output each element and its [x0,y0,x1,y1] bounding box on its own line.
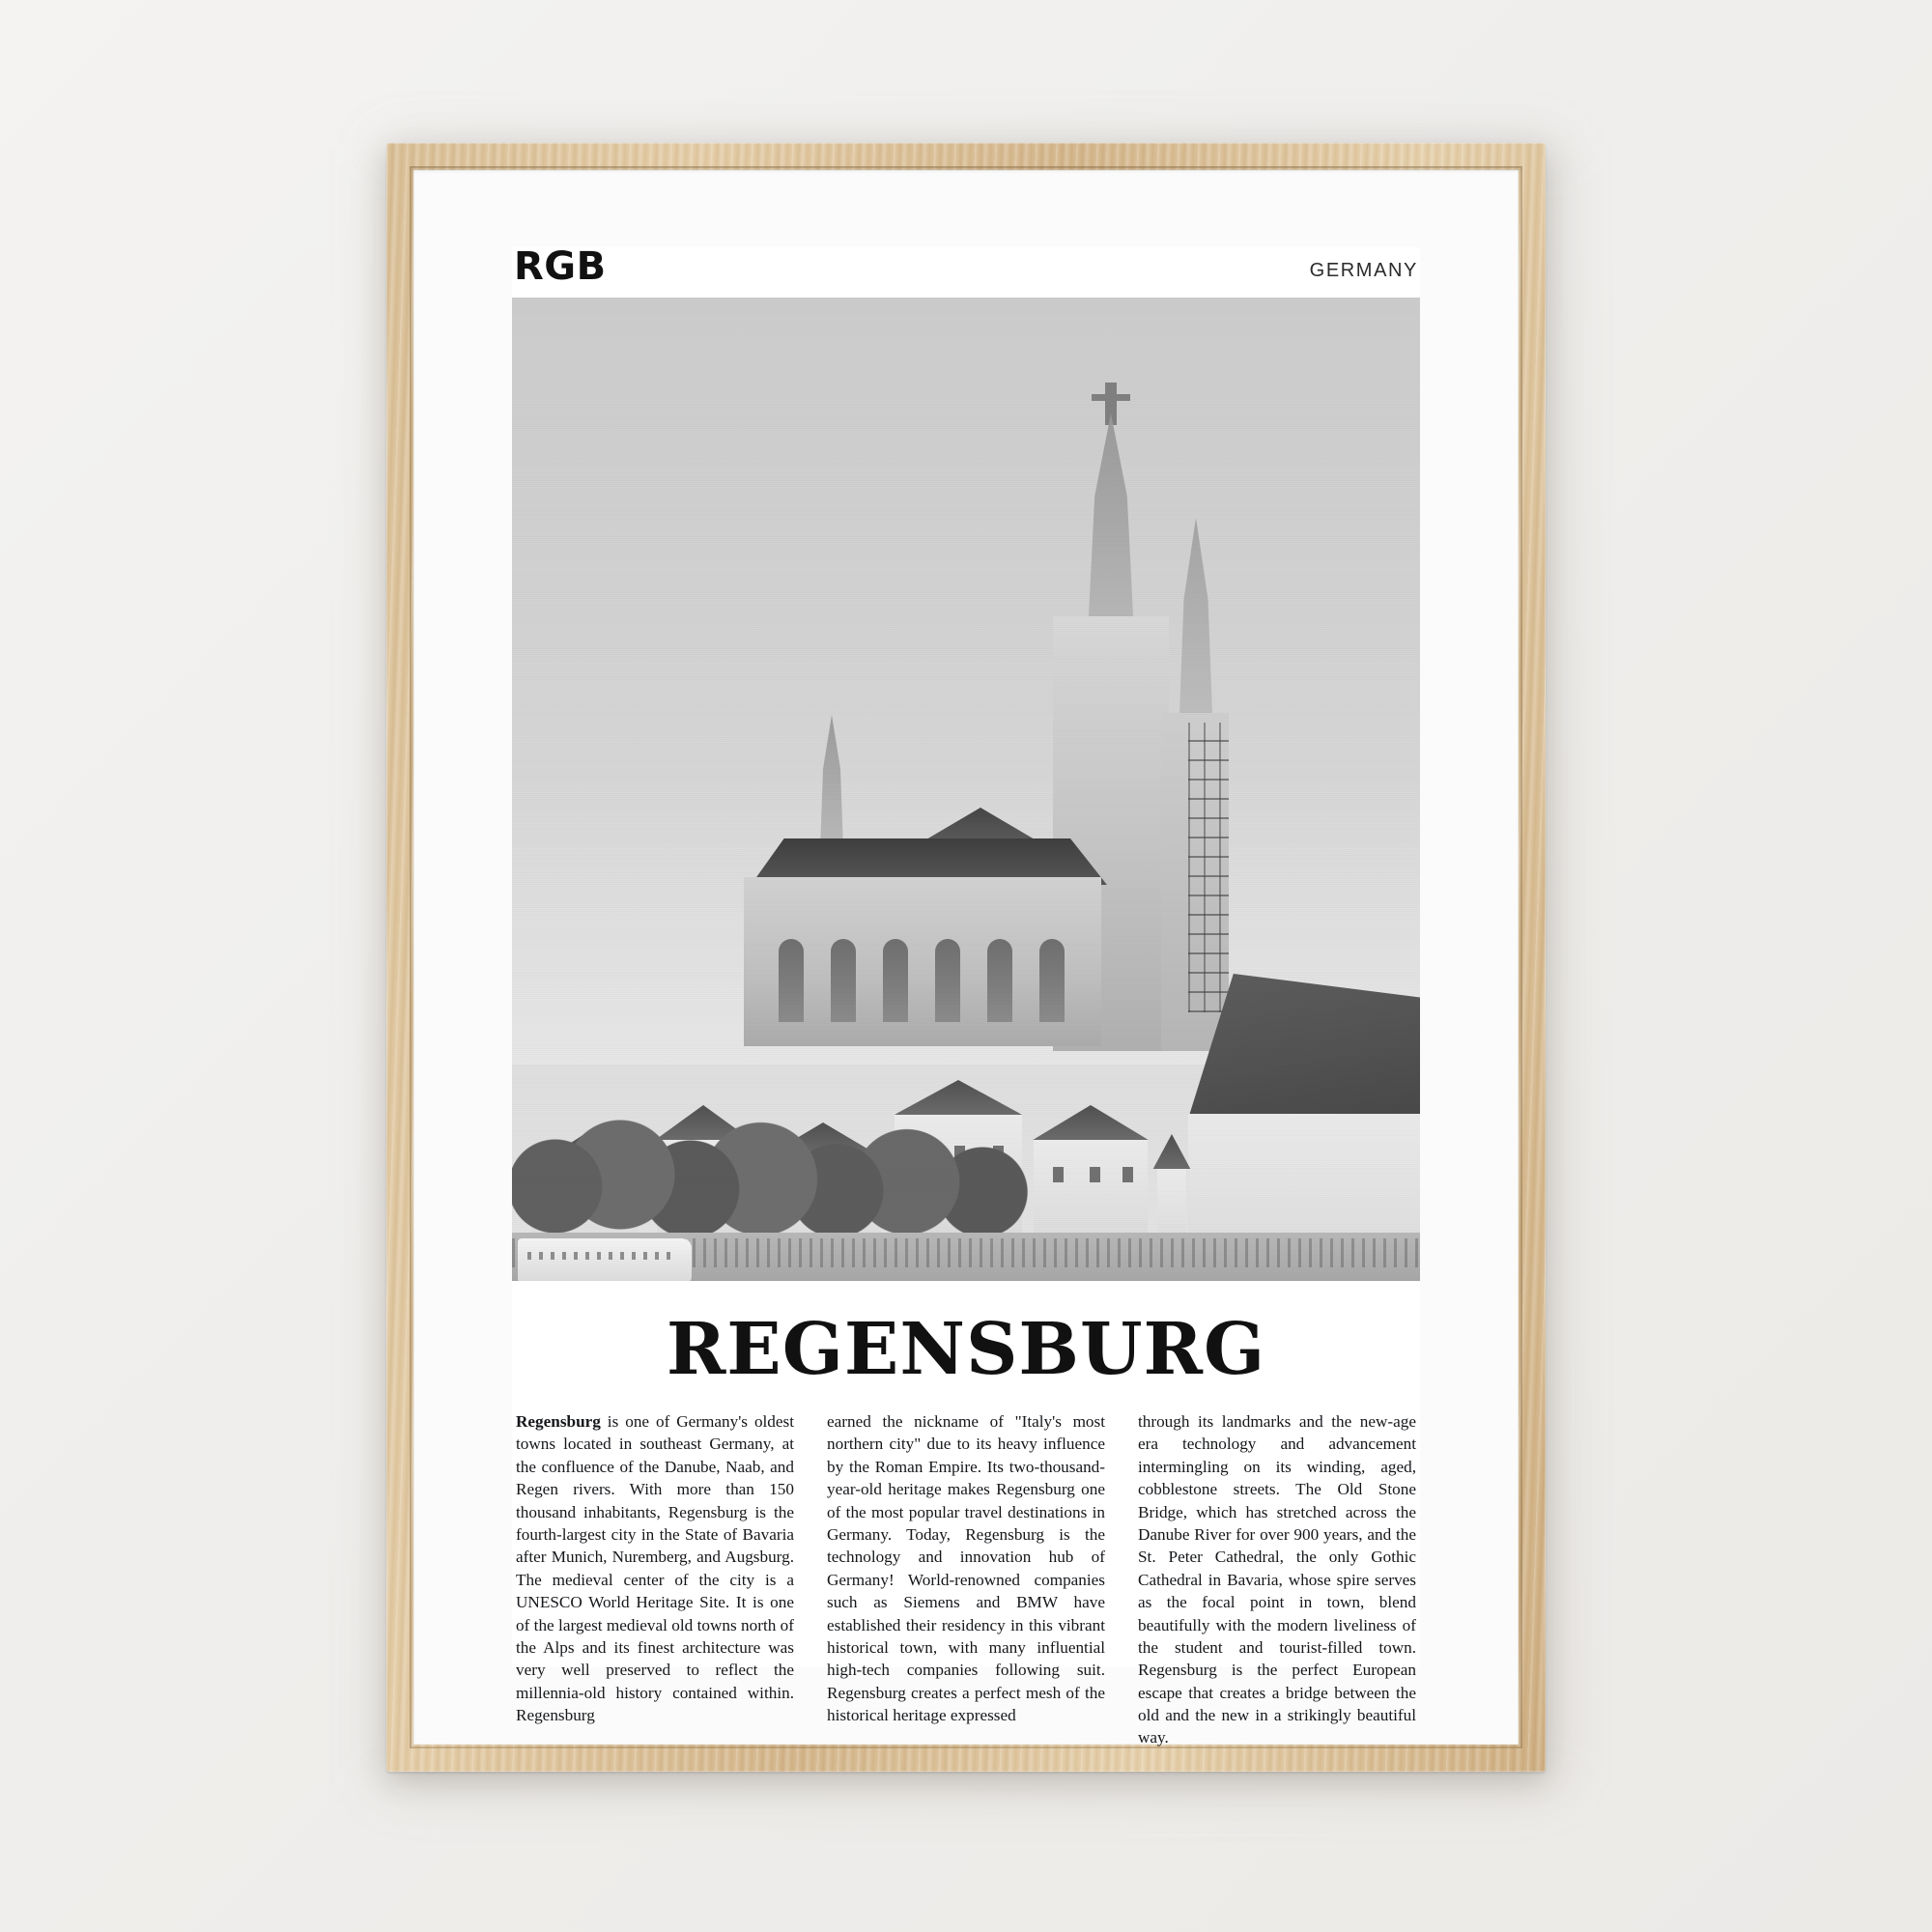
description-column-1 [516,1410,794,1749]
brand-logo: RGB [514,244,607,289]
description-column-3 [1138,1410,1416,1749]
description-body: earned the nickname of "Italy's most northern city" due to its heavy influence by the Roman Empire. Its two-thousand-year-old heritage makes Regensburg one of the most popular travel destinations in Germany. Today, Regensburg is the technology and innovation hub of Germany! World-renowned companies such as Siemens and BMW have established their residency in this vibrant historical town, with many influential high-tech companies following suit. Regensburg creates a perfect mesh of the historical heritage expressed [827,1412,1105,1725]
country-label: GERMANY [1309,260,1418,281]
poster-header [512,244,1420,298]
description-lead-in: Regensburg [516,1412,601,1431]
page-title: REGENSBURG [666,1308,1266,1391]
description-column-2 [827,1410,1105,1749]
description-body: through its landmarks and the new-age era technology and advancement intermingling on its winding, aged, cobblestone streets. The Old Stone Bridge, which has stretched across the Danube River for over 900 years, and the St. Peter Cathedral, the only Gothic Cathedral in Bavaria, whose spire serves as the focal point in town, blend beautifully with the modern liveliness of the student and tourist-filled town. Regensburg is the perfect European escape that creates a bridge between the old and the new in a strikingly beautiful way. [1138,1412,1416,1747]
description-body: is one of Germany's oldest towns located in southeast Germany, at the confluence of the Danube, Naab, and Regen rivers. With more than 150 thousand inhabitants, Regensburg is the fourth-largest city in the State of Bavaria after Munich, Nuremberg, and Augsburg. The medieval center of the city is a UNESCO World Heritage Site. It is one of the largest medieval old towns north of the Alps and its finest architecture was very well preserved to reflect the millennia-old history contained within. Regensburg [516,1412,794,1725]
poster [512,244,1420,1747]
description-columns [512,1410,1420,1749]
film-grain-overlay [512,298,1420,1281]
picture-frame [386,143,1546,1772]
frame-mat [413,170,1519,1745]
poster-photo [512,298,1420,1281]
